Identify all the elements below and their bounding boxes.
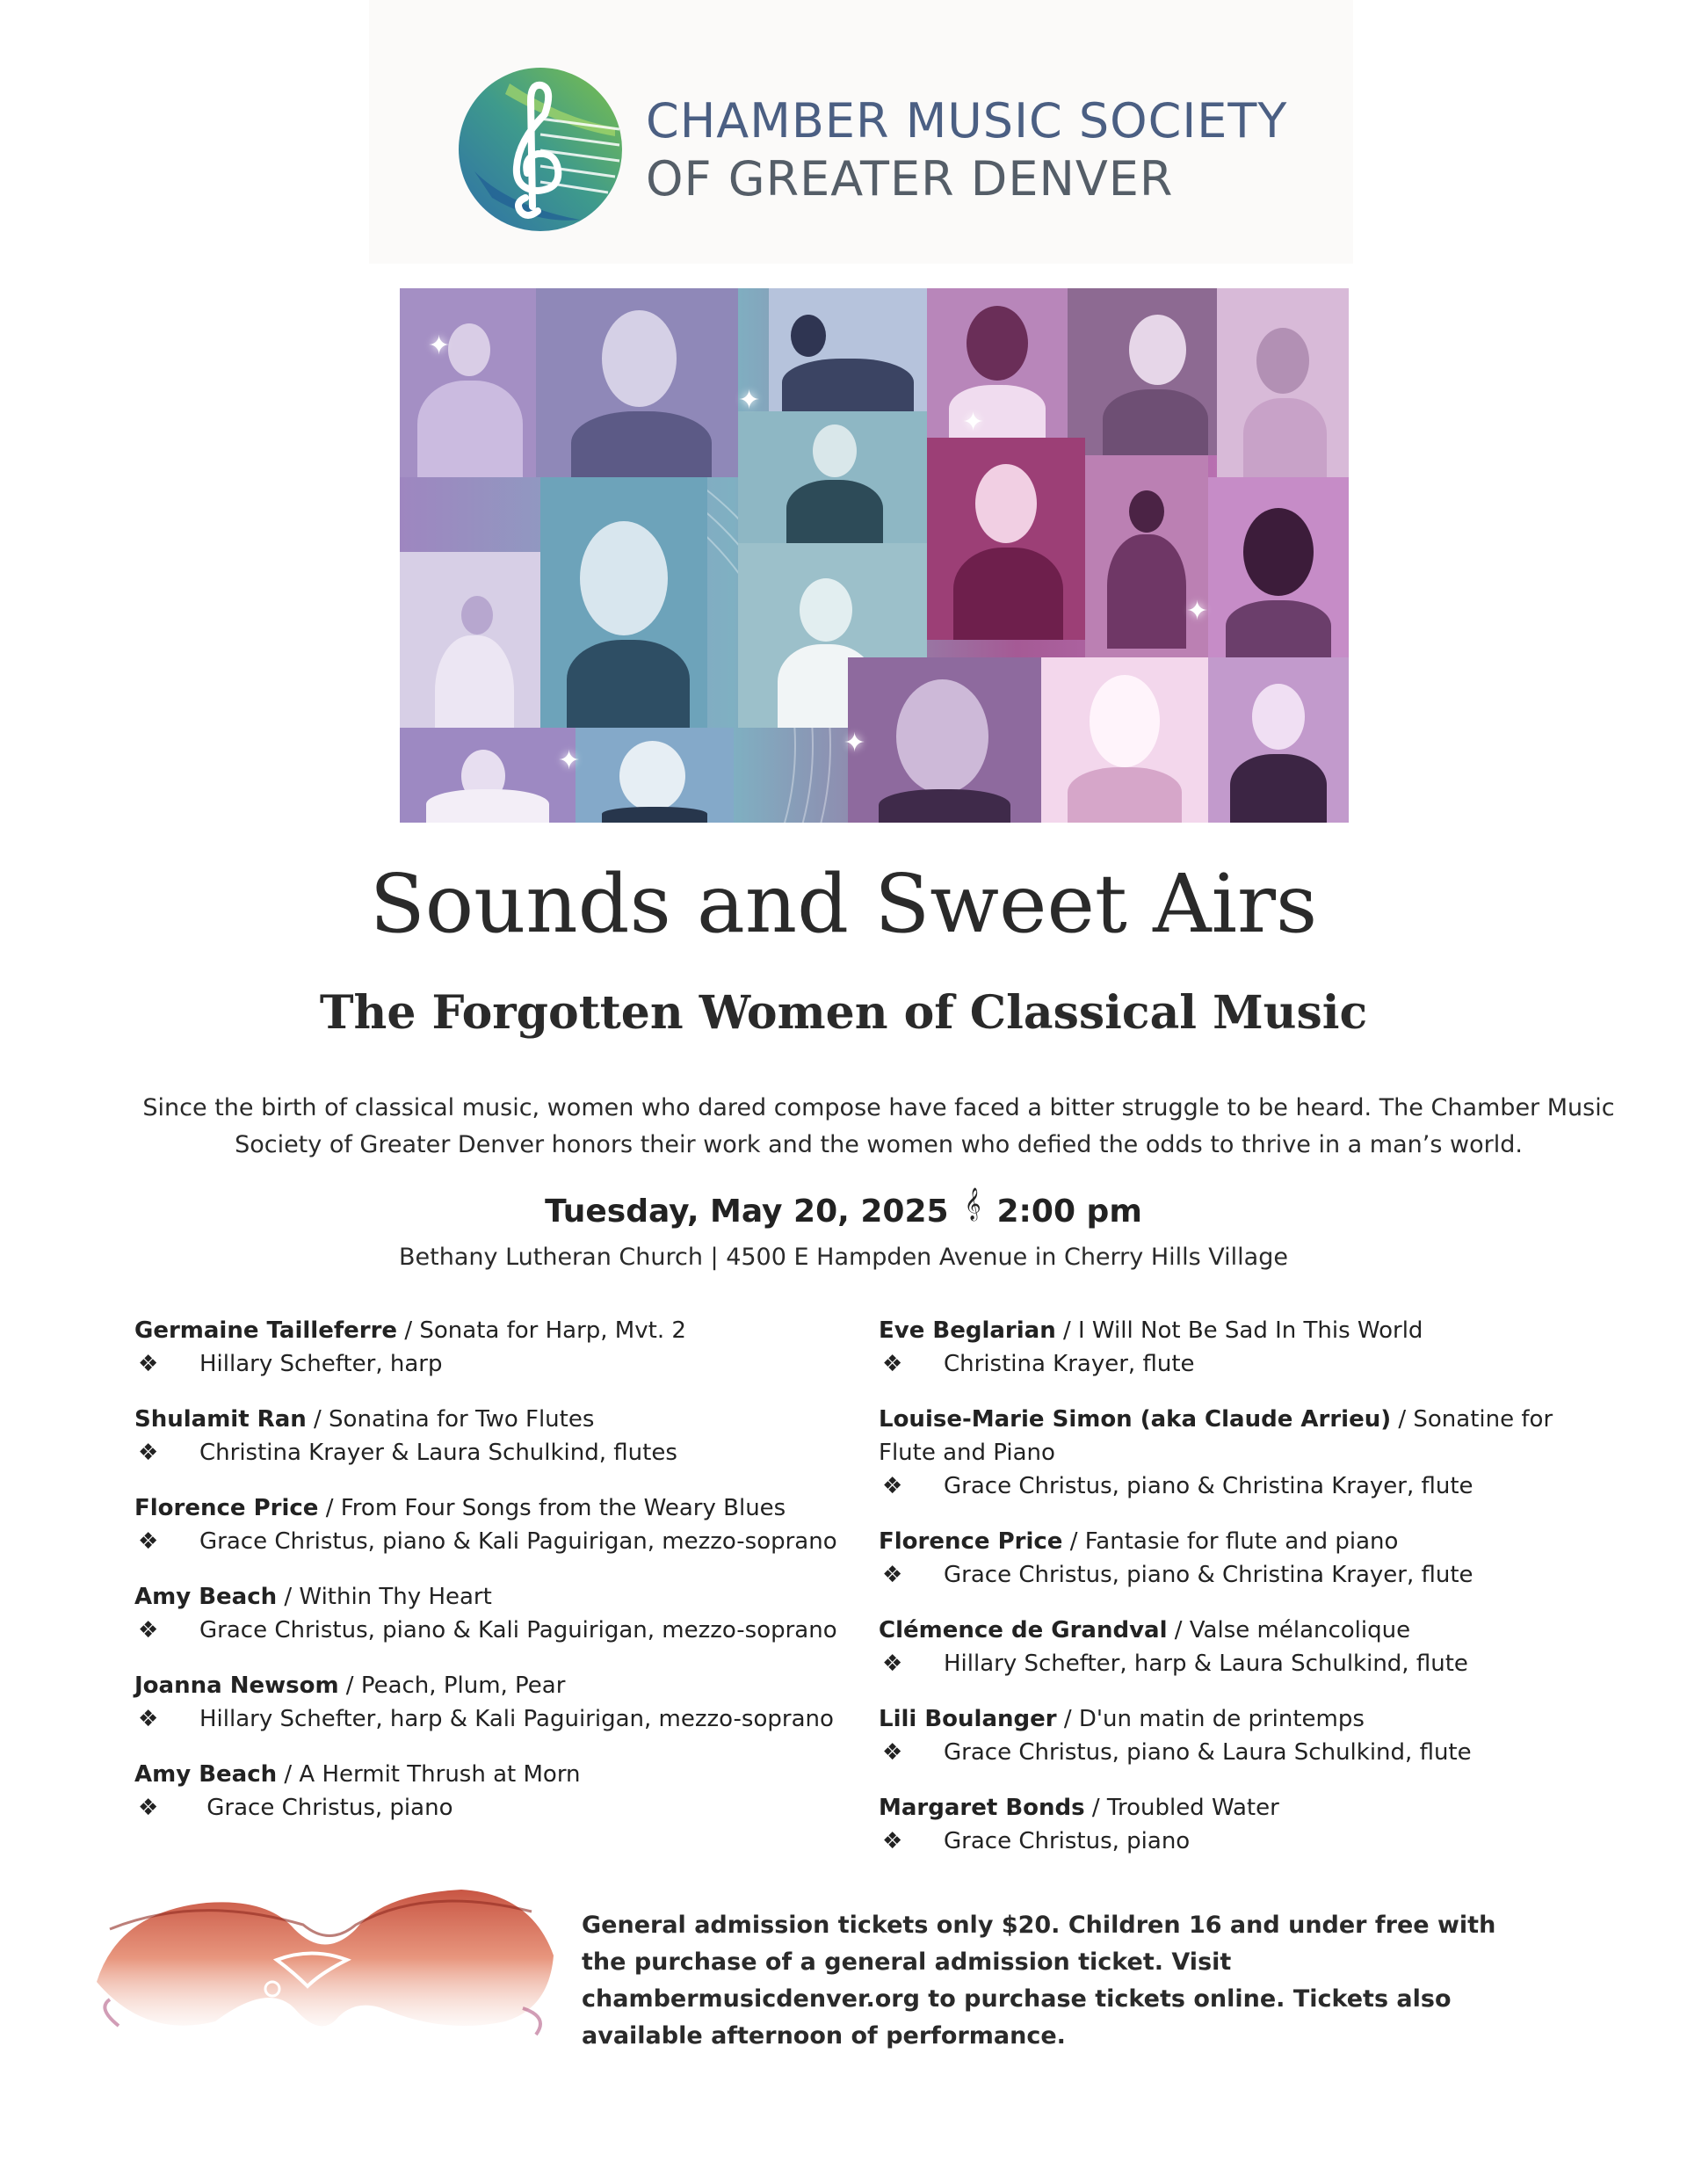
work-title: / Peach, Plum, Pear [338, 1672, 566, 1699]
org-name-line1: CHAMBER MUSIC SOCIETY [646, 93, 1288, 149]
event-time: 2:00 pm [996, 1194, 1142, 1230]
performers: Grace Christus, piano & Christina Krayer, flute [944, 1562, 1473, 1588]
portrait [769, 288, 927, 411]
work-title: / I Will Not Be Sad In This World [1055, 1317, 1423, 1344]
performers: Christina Krayer & Laura Schulkind, flutes [199, 1440, 677, 1466]
sparkle-icon: ✦ [962, 408, 985, 437]
composer-name: Joanna Newsom [134, 1672, 339, 1699]
program-item [879, 1525, 1599, 1592]
program-item [134, 1491, 837, 1558]
composer-name: Amy Beach [134, 1761, 278, 1788]
program-item [879, 1314, 1599, 1381]
performers: Christina Krayer, flute [944, 1351, 1195, 1377]
diamond-bullet-icon: ❖ [138, 1440, 159, 1466]
work-title: / Fantasie for flute and piano [1062, 1528, 1399, 1555]
program-item [879, 1403, 1599, 1503]
violin-watercolor-icon [92, 1876, 558, 2039]
program-column-right [879, 1314, 1599, 1880]
event-date-time [0, 1186, 1687, 1230]
work-title: / Valse mélancolique [1167, 1617, 1411, 1643]
composer-name: Florence Price [134, 1495, 319, 1521]
program-item [879, 1702, 1599, 1769]
portrait [536, 288, 738, 477]
diamond-bullet-icon: ❖ [882, 1351, 903, 1377]
event-description: Since the birth of classical music, women who dared compose have faced a bitter struggle to be heard. The Chamber Music Society of Greater Denver honors their work and the women who defied the odds to thrive in a man’s world. [142, 1094, 1615, 1158]
composer-name: Clémence de Grandval [879, 1617, 1168, 1643]
performers: Hillary Schefter, harp & Laura Schulkind, flute [944, 1651, 1468, 1677]
portrait [1068, 288, 1217, 455]
event-subtitle: The Forgotten Women of Classical Music [319, 986, 1368, 1040]
event-title: Sounds and Sweet Airs [369, 857, 1318, 951]
portrait [540, 477, 707, 728]
portrait [738, 411, 927, 543]
performers: Grace Christus, piano & Christina Krayer, flute [944, 1473, 1473, 1499]
program-item [879, 1614, 1599, 1680]
composer-name: Eve Beglarian [879, 1317, 1056, 1344]
portrait [1208, 477, 1349, 657]
portrait [1041, 657, 1208, 823]
work-title: / Within Thy Heart [277, 1584, 492, 1610]
diamond-bullet-icon: ❖ [882, 1473, 903, 1499]
work-title: / From Four Songs from the Weary Blues [318, 1495, 786, 1521]
diamond-bullet-icon: ❖ [138, 1351, 159, 1377]
sparkle-icon: ✦ [558, 746, 581, 775]
sparkle-icon: ✦ [1186, 597, 1209, 626]
program-column-left [134, 1314, 837, 1847]
work-title: / Sonatina for Two Flutes [306, 1406, 595, 1433]
sparkle-icon: ✦ [738, 386, 761, 415]
sparkle-icon: ✦ [428, 331, 451, 360]
program-item [134, 1403, 837, 1469]
event-venue: Bethany Lutheran Church | 4500 E Hampden Avenue in Cherry Hills Village [399, 1244, 1288, 1271]
treble-clef-icon: 𝄞 [964, 1186, 981, 1220]
composer-name: Margaret Bonds [879, 1795, 1085, 1821]
portrait [1208, 657, 1349, 823]
program-item [134, 1580, 837, 1647]
sparkle-icon: ✦ [844, 729, 866, 758]
composer-portrait-collage [400, 288, 1349, 823]
ticket-info: General admission tickets only $20. Children 16 and under free with the purchase of a general admission ticket. Visit chambermusicdenver.org to purchase tickets online. Tickets also available afternoon of performance. [582, 1912, 1496, 2050]
diamond-bullet-icon: ❖ [882, 1651, 903, 1677]
performers: Grace Christus, piano [199, 1795, 453, 1821]
work-title: / Sonatine for Flute and Piano [879, 1406, 1553, 1466]
diamond-bullet-icon: ❖ [882, 1739, 903, 1766]
performers: Grace Christus, piano [944, 1828, 1191, 1854]
event-date: Tuesday, May 20, 2025 [545, 1194, 949, 1230]
program-item [134, 1314, 837, 1381]
org-name-line2: OF GREATER DENVER [646, 151, 1174, 207]
performers: Grace Christus, piano & Laura Schulkind, flute [944, 1739, 1472, 1766]
composer-name: Louise-Marie Simon (aka Claude Arrieu) [879, 1406, 1392, 1433]
work-title: / Sonata for Harp, Mvt. 2 [397, 1317, 686, 1344]
composer-name: Lili Boulanger [879, 1706, 1057, 1732]
work-title: / A Hermit Thrush at Morn [277, 1761, 581, 1788]
portrait [927, 438, 1085, 640]
diamond-bullet-icon: ❖ [882, 1562, 903, 1588]
composer-name: Germaine Tailleferre [134, 1317, 398, 1344]
work-title: / D'un matin de printemps [1056, 1706, 1365, 1732]
work-title: / Troubled Water [1084, 1795, 1279, 1821]
performers: Grace Christus, piano & Kali Paguirigan, mezzo-soprano [199, 1617, 837, 1643]
portrait [576, 728, 734, 823]
portrait [1217, 288, 1349, 477]
portrait [400, 728, 576, 823]
portrait [927, 288, 1068, 438]
program-item [879, 1791, 1599, 1858]
composer-name: Shulamit Ran [134, 1406, 307, 1433]
diamond-bullet-icon: ❖ [882, 1828, 903, 1854]
program-item [134, 1669, 837, 1736]
performers: Hillary Schefter, harp & Kali Paguirigan, mezzo-soprano [199, 1706, 834, 1732]
treble-clef-globe-icon [457, 66, 624, 233]
portrait [848, 657, 1041, 823]
organization-name [646, 92, 1287, 208]
portrait [1085, 455, 1208, 657]
diamond-bullet-icon: ❖ [138, 1706, 159, 1732]
composer-name: Amy Beach [134, 1584, 278, 1610]
diamond-bullet-icon: ❖ [138, 1795, 159, 1821]
portrait [400, 288, 536, 477]
performers: Grace Christus, piano & Kali Paguirigan, mezzo-soprano [199, 1528, 837, 1555]
program-item [134, 1758, 837, 1825]
diamond-bullet-icon: ❖ [138, 1528, 159, 1555]
composer-name: Florence Price [879, 1528, 1063, 1555]
performers: Hillary Schefter, harp [199, 1351, 443, 1377]
diamond-bullet-icon: ❖ [138, 1617, 159, 1643]
